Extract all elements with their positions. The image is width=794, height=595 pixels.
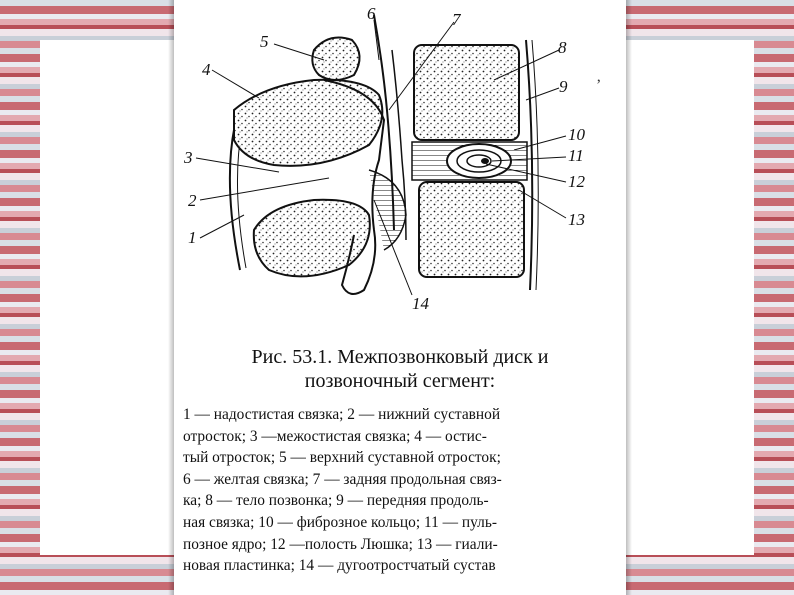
label-10: 10 [568,125,585,144]
label-12: 12 [568,172,585,191]
legend-line: новая пластинка; 14 — дугоотростчатый сустав [183,557,496,575]
legend-line: ка; 8 — тело позвонка; 9 — передняя продоль- [183,492,489,510]
figure-caption-title [174,345,626,393]
label-3: 3 [184,148,193,167]
label-9: 9 [559,77,568,96]
label-6: 6 [367,4,376,23]
textbook-page [174,0,626,595]
caption-title-line-2: позвоночный сегмент: [304,370,496,392]
caption-title-line-1: Рис. 53.1. Межпозвонковый диск и [251,346,549,368]
label-7: 7 [452,10,461,29]
label-11: 11 [568,146,584,165]
figure-legend [183,404,619,577]
legend-line: тый отросток; 5 — верхний суставной отросток; [183,449,501,467]
legend-line: отросток; 3 —межостистая связка; 4 — остис- [183,427,487,445]
upper-vertebral-body [414,45,519,140]
legend-line: 6 — желтая связка; 7 — задняя продольная связ- [183,470,502,488]
lower-vertebral-body [419,182,524,277]
page-shadow-right [626,0,632,595]
label-4: 4 [202,60,211,79]
label-14: 14 [412,294,429,313]
label-8: 8 [558,38,567,57]
label-2: 2 [188,191,197,210]
legend-line: 1 — надостистая связка; 2 — нижний суставной [183,406,501,423]
stray-mark: ʼ [596,77,602,94]
legend-line: позное ядро; 12 —полость Люшка; 13 — гиали- [183,535,498,553]
label-5: 5 [260,32,269,51]
label-13: 13 [568,210,585,229]
legend-line: ная связка; 10 — фиброзное кольцо; 11 — пуль- [183,513,497,531]
label-1: 1 [188,228,197,247]
